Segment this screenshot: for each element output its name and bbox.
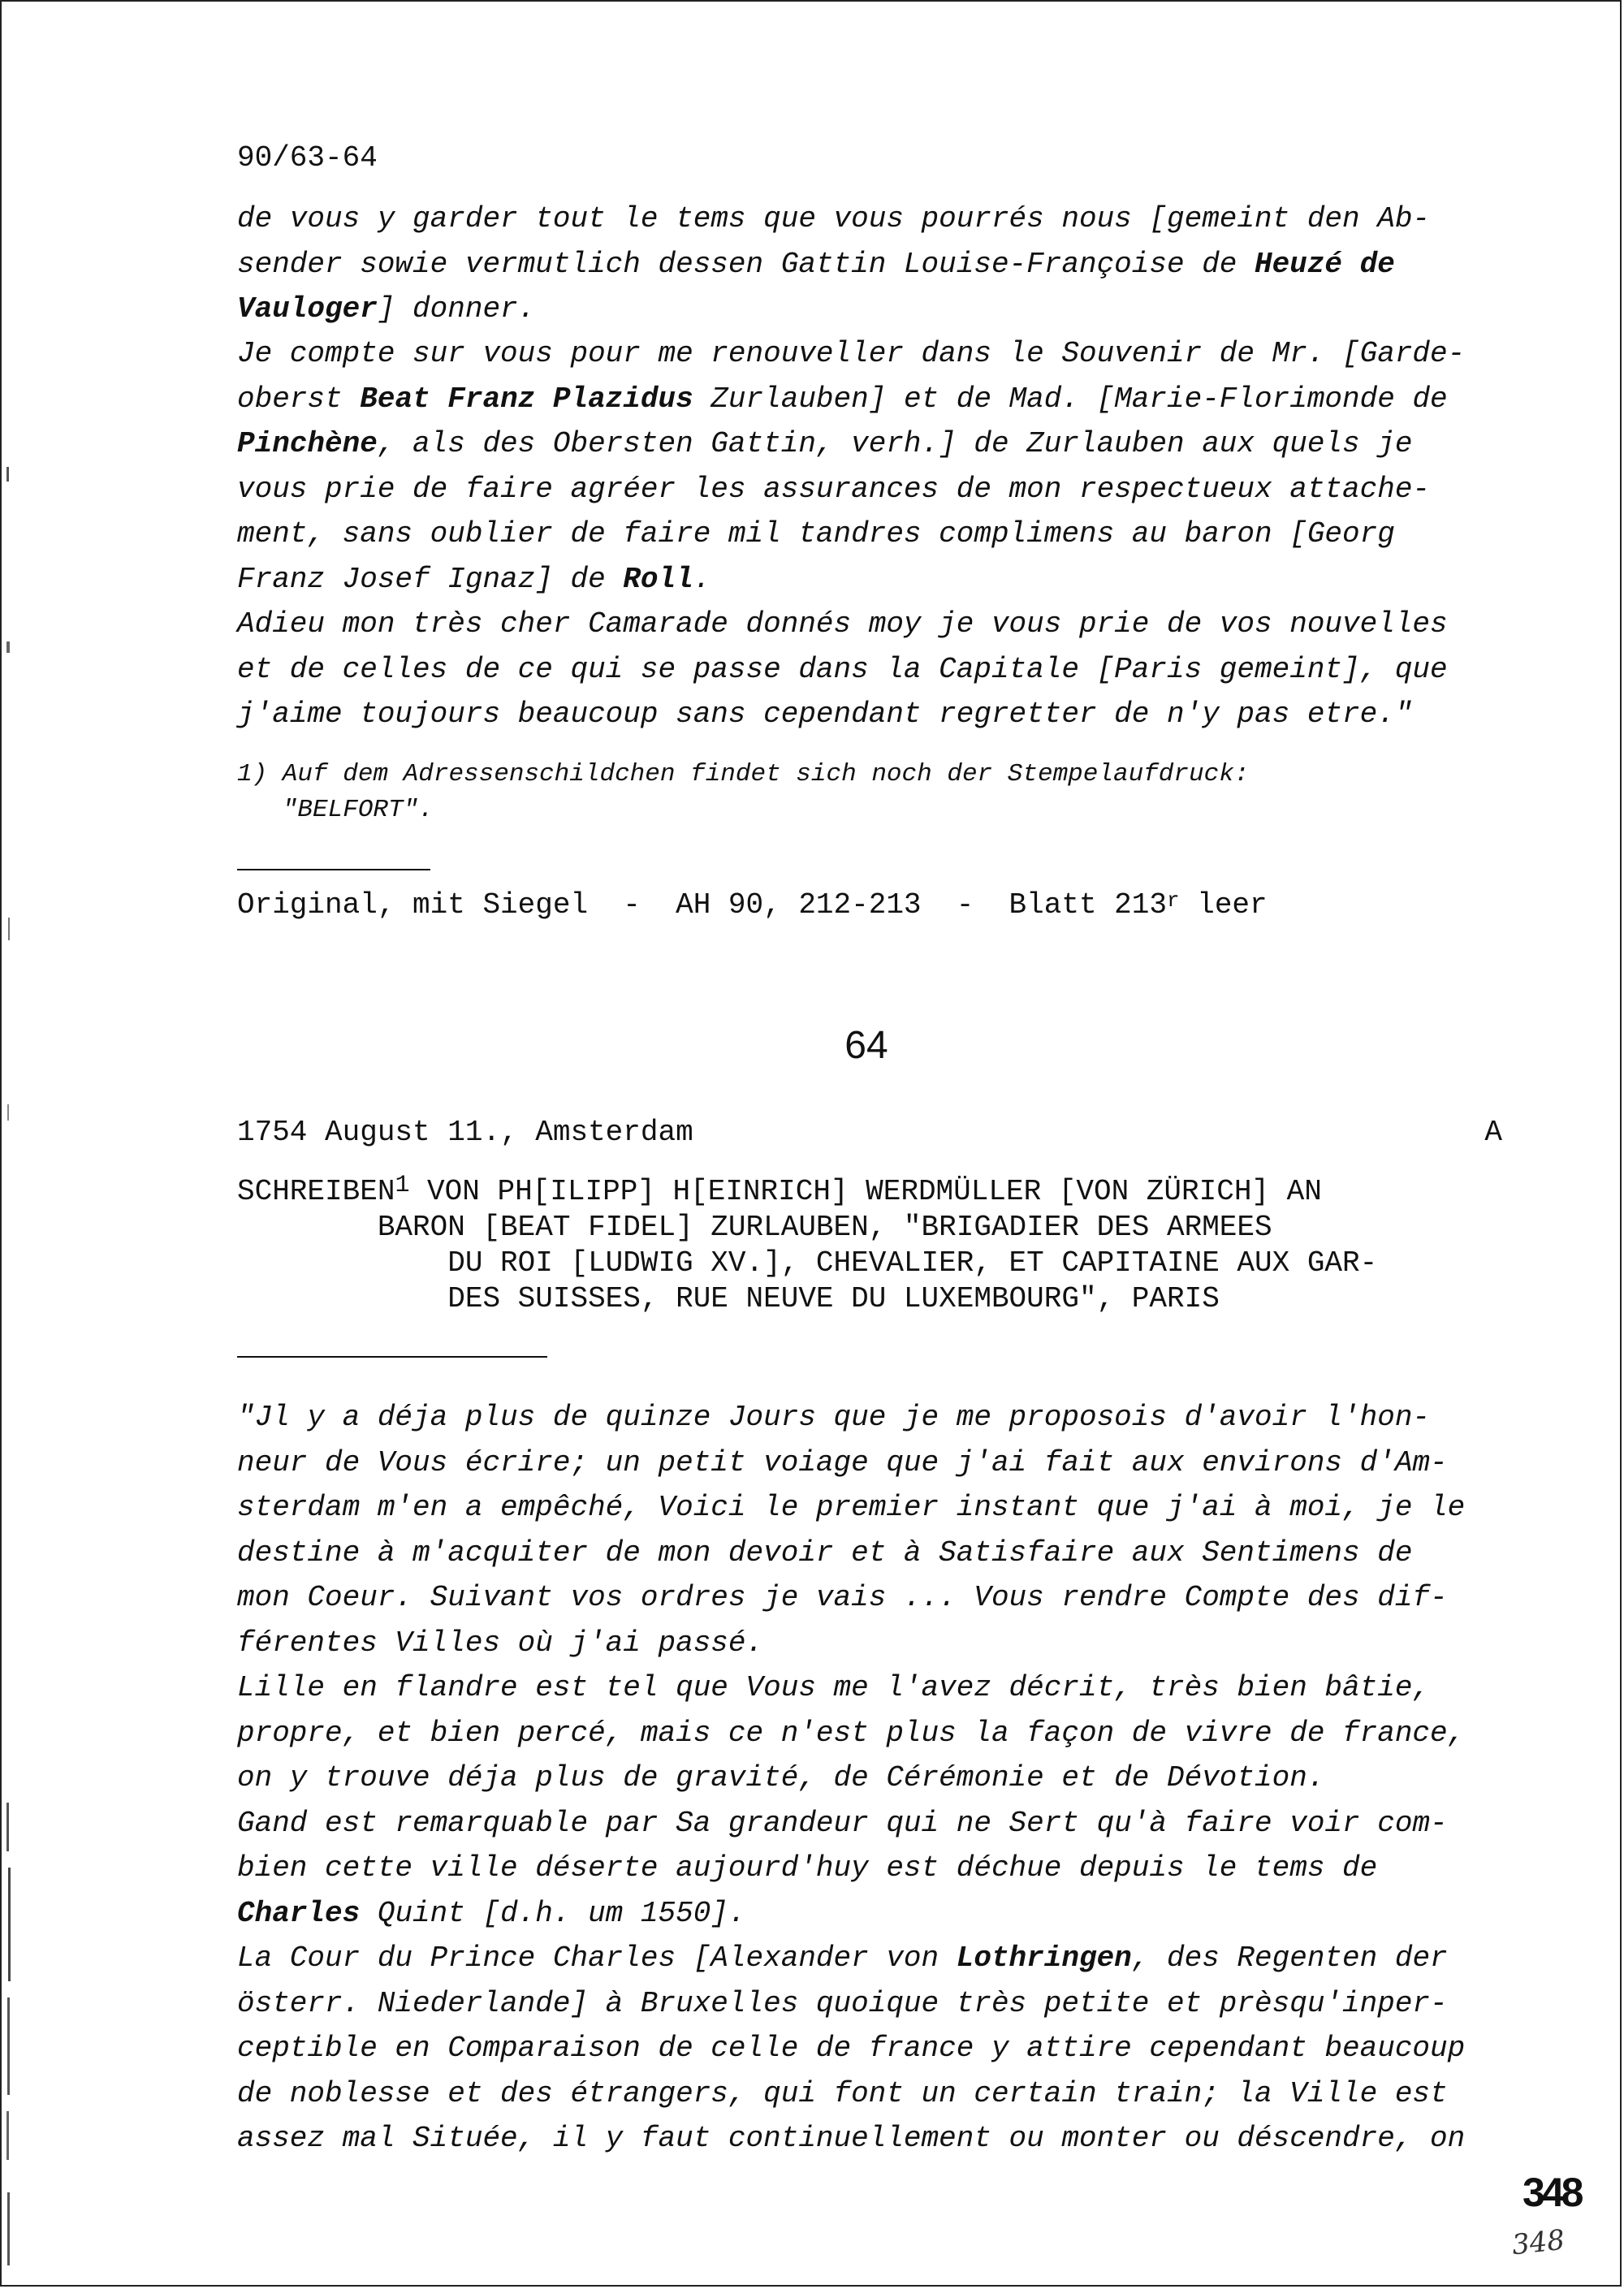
footnote: 1) Auf dem Adressenschildchen findet sich noch der Stempelaufdruck: "BELFORT".	[237, 760, 1250, 824]
paragraph-farewell: Adieu mon très cher Camarade donnés moy je vous prie de vos nouvelles et de celles de ce qui se passe dans la Capitale [Paris gemeint], que j'aime toujours beaucoup sans cependant regretter de n'y pas etre."	[237, 607, 1448, 731]
document-type-letter: A	[1484, 1116, 1502, 1149]
letter-body: "Jl y a déja plus de quinze Jours que je me proposois d'avoir l'hon- neur de Vous écrire; un petit voiage que j'ai fait aux environs d'Am- sterdam m'en a empêché, Voici le premier instant que j'ai à moi, je le destine à m'acquiter de mon devoir et à Satisfaire aux Sentimens de mon Coeur. Suivant vos ordres je vais ... Vous rendre Compte des dif- férentes Villes où j'ai passé. Lille en flandre est tel que Vous me l'avez décrit, très bien bâtie, propre, et bien percé, mais ce n'est plus la façon de vivre de france, on y trouve déja plus de gravité, de Cérémonie et de Dévotion. Gand est remarquable par Sa grandeur qui ne Sert qu'à faire voir com- bien cette ville déserte aujourd'huy est déchue depuis le tems de Charles Quint [d.h. um 1550]. La Cour du Prince Charles [Alexander von Lothringen, des Regenten der österr. Niederlande] à Bruxelles quoique très petite et prèsqu'inper- ceptible en Comparaison de celle de france y attire cependant beaucoup de noblesse et des étrangers, qui font un certain train; la Ville est assez mal Située, il y faut continuellement ou monter ou déscendre, on	[237, 1401, 1466, 2155]
source-note: Original, mit Siegel - AH 90, 212-213 - Blatt 213$^r$ leer	[237, 888, 1268, 922]
heading-divider	[237, 1356, 547, 1358]
document-reference: 90/63-64	[237, 141, 378, 175]
source-divider	[237, 869, 430, 870]
date-place: 1754 August 11., Amsterdam	[237, 1116, 693, 1149]
document-number: 64	[844, 1024, 888, 1067]
page-number-handwritten: 348	[1510, 2223, 1566, 2262]
paragraph-closing-courtesy: de vous y garder tout le tems que vous pourrés nous [gemeint den Ab- sender sowie vermutlich dessen Gattin Louise-Françoise de Heuzé de Vauloger] donner.	[237, 202, 1431, 326]
paragraph-regards: Je compte sur vous pour me renouveller dans le Souvenir de Mr. [Garde- oberst Beat Franz Plazidus Zurlauben] et de Mad. [Marie-Florimonde de Pinchène, als des Obersten Gattin, verh.] de Zurlauben aux quels je vous prie de faire agréer les assurances de mon respectueux attache- ment, sans oublier de faire mil tandres complimens au baron [Georg Franz Josef Ignaz] de Roll.	[237, 337, 1466, 596]
page-number-stamp: 348	[1522, 2170, 1581, 2215]
scan-margin-marks	[0, 0, 24, 2289]
document-heading: SCHREIBEN$^1$ VON PH[ILIPP] H[EINRICH] WERDMÜLLER [VON ZÜRICH] AN BARON [BEAT FIDEL] ZURLAUBEN, "BRIGADIER DES ARMEES DU ROI [LUDWIG XV.], CHEVALIER, ET CAPITAINE AUX GAR- DES SUISSES, RUE NEUVE DU LUXEMBOURG", PARIS	[237, 1172, 1378, 1315]
